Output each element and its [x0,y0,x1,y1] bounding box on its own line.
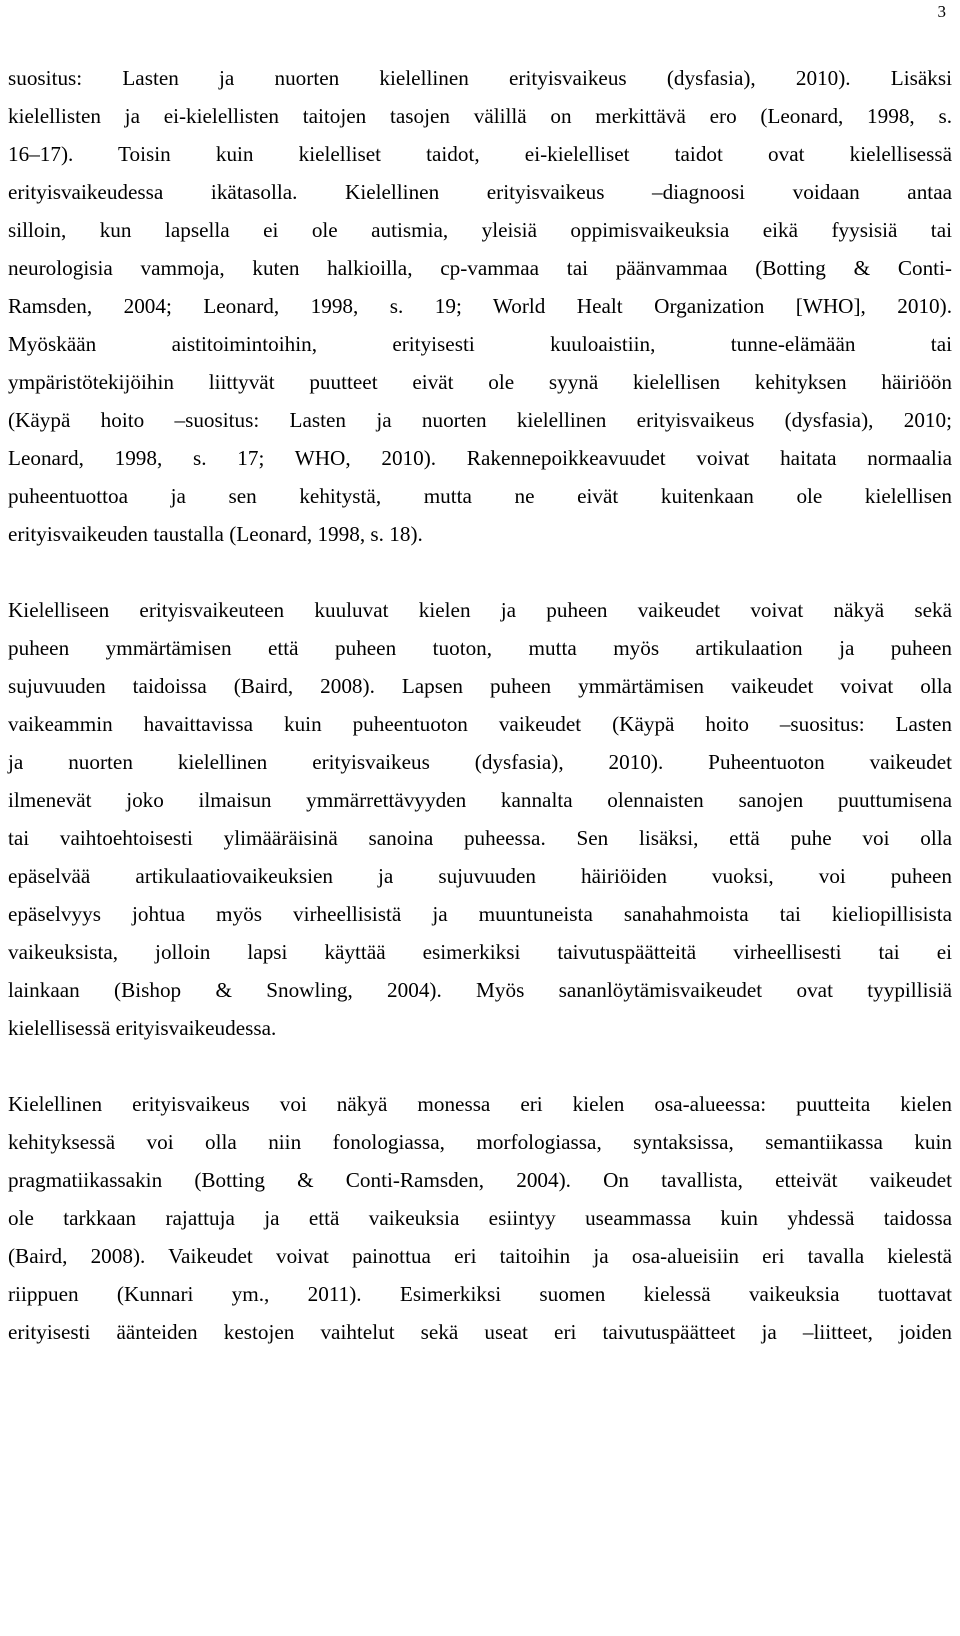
text-line: vaikeuksista, jolloin lapsi käyttää esimerkiksi taivutuspäätteitä virheellisesti tai ei [8,940,952,964]
text-line: puheen ymmärtämisen että puheen tuoton, mutta myös artikulaation ja puheen [8,636,952,660]
text-line: suositus: Lasten ja nuorten kielellinen erityisvaikeus (dysfasia), 2010). Lisäksi [8,66,952,90]
text-line: tai vaihtoehtoisesti ylimääräisinä sanoina puheessa. Sen lisäksi, että puhe voi olla [8,826,952,850]
text-line: (Baird, 2008). Vaikeudet voivat painottua eri taitoihin ja osa-alueisiin eri tavalla kielestä [8,1244,952,1268]
text-line: silloin, kun lapsella ei ole autismia, yleisiä oppimisvaikeuksia eikä fyysisiä tai [8,218,952,242]
text-line: epäselvyys johtua myös virheellisistä ja muuntuneista sanahahmoista tai kieliopillisista [8,902,952,926]
text-line: Kielellinen erityisvaikeus voi näkyä monessa eri kielen osa-alueessa: puutteita kielen [8,1092,952,1116]
text-line: kielellisten ja ei-kielellisten taitojen tasojen välillä on merkittävä ero (Leonard, 1998, s. [8,104,952,128]
text-line: 16–17). Toisin kuin kielelliset taidot, ei-kielelliset taidot ovat kielellisessä [8,142,952,166]
text-line: neurologisia vammoja, kuten halkioilla, cp-vammaa tai päänvammaa (Botting & Conti- [8,256,952,280]
paragraph-gap [8,1047,952,1085]
body-text [8,59,952,1351]
text-line: erityisvaikeudessa ikätasolla. Kielellinen erityisvaikeus –diagnoosi voidaan antaa [8,180,952,204]
text-line: ilmenevät joko ilmaisun ymmärrettävyyden kannalta olennaisten sanojen puuttumisena [8,788,952,812]
text-line: erityisesti äänteiden kestojen vaihtelut sekä useat eri taivutuspäätteet ja –liitteet, joiden [8,1320,952,1344]
text-line: sujuvuuden taidoissa (Baird, 2008). Lapsen puheen ymmärtämisen vaikeudet voivat olla [8,674,952,698]
text-line: ja nuorten kielellinen erityisvaikeus (dysfasia), 2010). Puheentuoton vaikeudet [8,750,952,774]
text-line: kielellisessä erityisvaikeudessa. [8,1016,277,1040]
text-line: riippuen (Kunnari ym., 2011). Esimerkiksi suomen kielessä vaikeuksia tuottavat [8,1282,952,1306]
text-line: lainkaan (Bishop & Snowling, 2004). Myös sananlöytämisvaikeudet ovat tyypillisiä [8,978,952,1002]
paragraph-gap [8,553,952,591]
text-line: ympäristötekijöihin liittyvät puutteet eivät ole syynä kielellisen kehityksen häiriöön [8,370,952,394]
text-line: ole tarkkaan rajattuja ja että vaikeuksia esiintyy useammassa kuin yhdessä taidossa [8,1206,952,1230]
paragraph-3 [8,1085,952,1351]
page-number: 3 [937,2,946,21]
text-line: epäselvää artikulaatiovaikeuksien ja sujuvuuden häiriöiden vuoksi, voi puheen [8,864,952,888]
text-line: Kielelliseen erityisvaikeuteen kuuluvat kielen ja puheen vaikeudet voivat näkyä sekä [8,598,952,622]
text-line: (Käypä hoito –suositus: Lasten ja nuorten kielellinen erityisvaikeus (dysfasia), 2010; [8,408,952,432]
paragraph-1 [8,59,952,553]
text-line: Ramsden, 2004; Leonard, 1998, s. 19; World Healt Organization [WHO], 2010). [8,294,952,318]
text-line: Myöskään aistitoimintoihin, erityisesti kuuloaistiin, tunne-elämään tai [8,332,952,356]
text-line: vaikeammin havaittavissa kuin puheentuoton vaikeudet (Käypä hoito –suositus: Lasten [8,712,952,736]
paragraph-2 [8,591,952,1047]
text-line: puheentuottoa ja sen kehitystä, mutta ne eivät kuitenkaan ole kielellisen [8,484,952,508]
text-line: erityisvaikeuden taustalla (Leonard, 1998, s. 18). [8,522,423,546]
text-line: pragmatiikassakin (Botting & Conti-Ramsden, 2004). On tavallista, etteivät vaikeudet [8,1168,952,1192]
text-line: kehityksessä voi olla niin fonologiassa, morfologiassa, syntaksissa, semantiikassa kuin [8,1130,952,1154]
text-line: Leonard, 1998, s. 17; WHO, 2010). Rakennepoikkeavuudet voivat haitata normaalia [8,446,952,470]
